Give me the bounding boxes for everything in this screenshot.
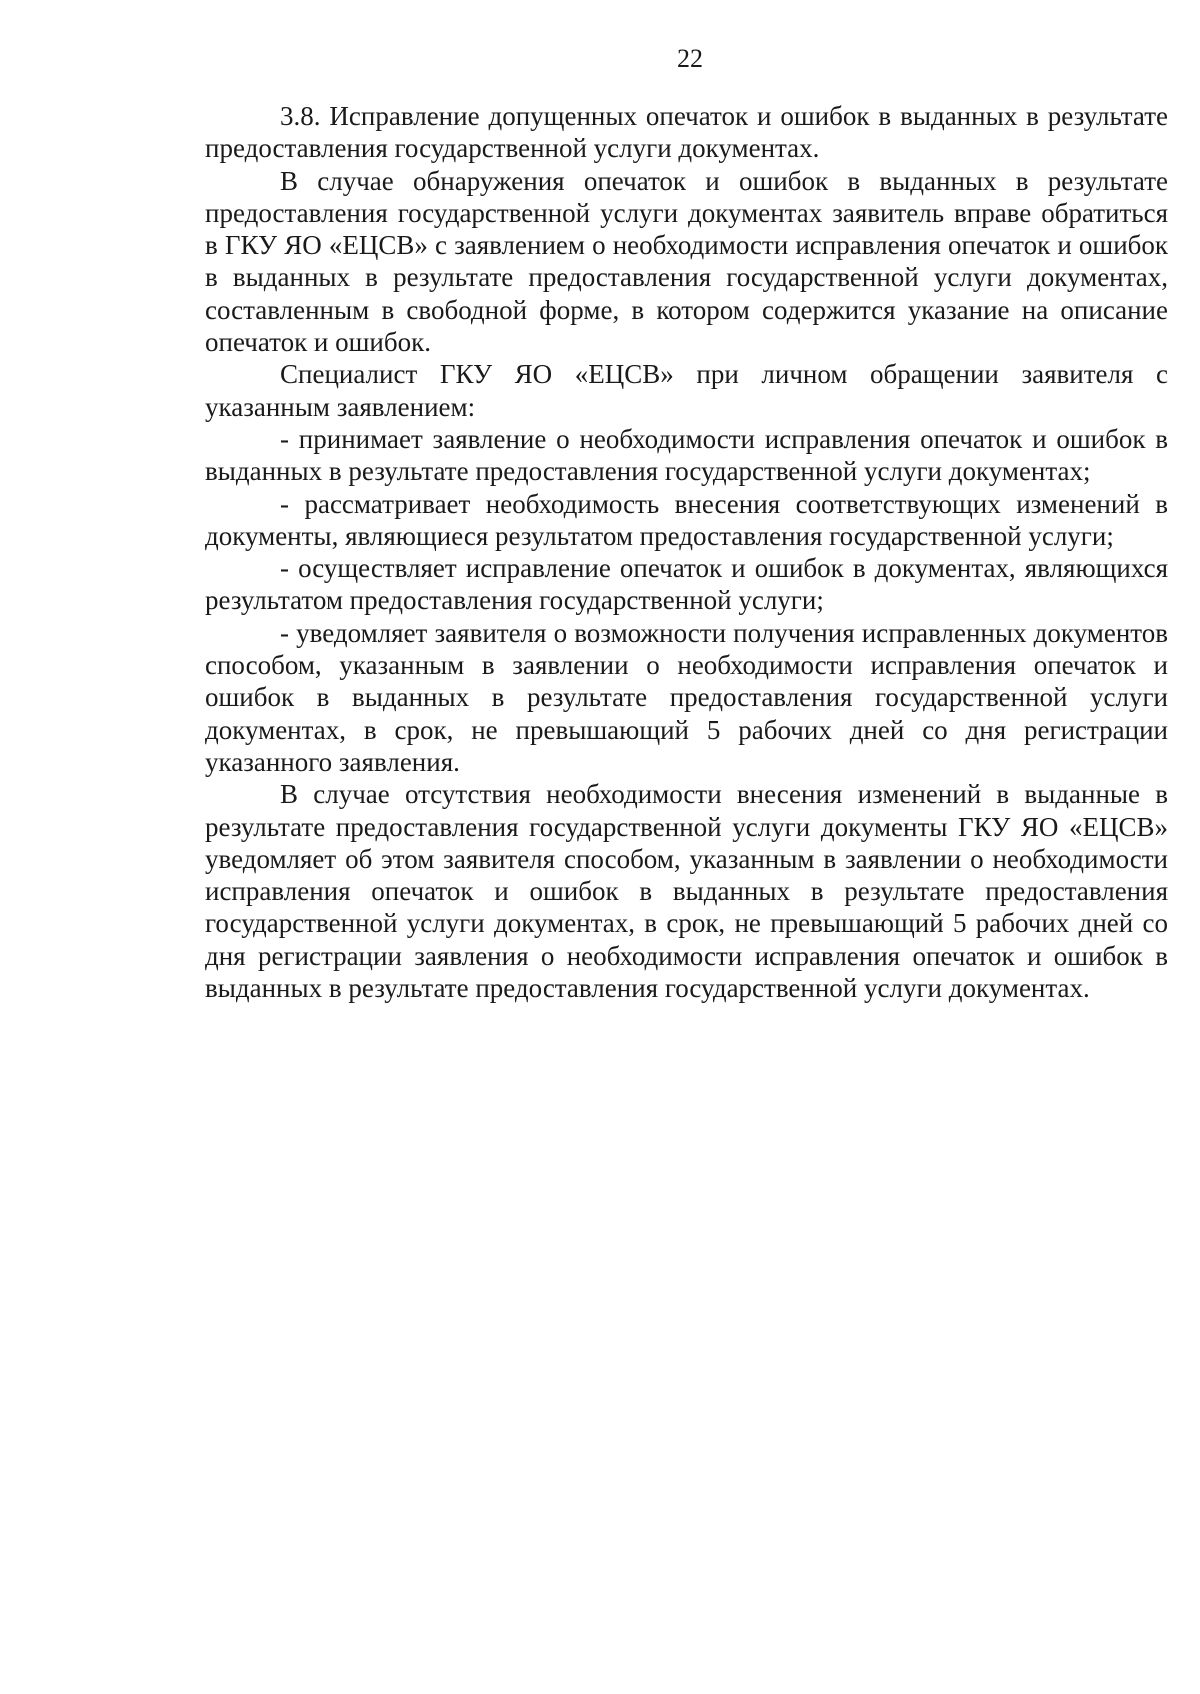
paragraph-specialist-actions: Специалист ГКУ ЯО «ЕЦСВ» при личном обращении заявителя с указанным заявлением: — [205, 359, 1168, 422]
list-item-notifies-applicant: - уведомляет заявителя о возможности получения исправленных документов способом, указанным в заявлении о необходимости исправления опечаток и ошибок в выданных в результате предоставления государственной услуги документах, в срок, не превышающий 5 рабочих дней со дня регистрации указанного заявления. — [205, 617, 1168, 777]
paragraph-error-detection: В случае обнаружения опечаток и ошибок в выданных в результате предоставления государственной услуги документах заявитель вправе обратиться в ГКУ ЯО «ЕЦСВ» с заявлением о необходимости исправления опечаток и ошибок в выданных в результате предоставления государственной услуги документах, составленным в свободной форме, в котором содержится указание на описание опечаток и ошибок. — [205, 165, 1168, 358]
list-item-accepts-application: - принимает заявление о необходимости исправления опечаток и ошибок в выданных в результате предоставления государственной услуги документах; — [205, 423, 1168, 487]
paragraph-no-changes-needed: В случае отсутствия необходимости внесения изменений в выданные в результате предоставления государственной услуги документы ГКУ ЯО «ЕЦСВ» уведомляет об этом заявителя способом, указанным в заявлении о необходимости исправления опечаток и ошибок в выданных в результате предоставления государственной услуги документах, в срок, не превышающий 5 рабочих дней со дня регистрации заявления о необходимости исправления опечаток и ошибок в выданных в результате предоставления государственной услуги документах. — [205, 779, 1168, 1004]
page-number: 22 — [677, 44, 703, 73]
list-item-considers-changes: - рассматривает необходимость внесения соответствующих изменений в документы, являющиеся результатом предоставления государственной услуги; — [205, 488, 1168, 551]
list-item-corrects-errors: - осуществляет исправление опечаток и ошибок в документах, являющихся результатом предоставления государственной услуги; — [205, 553, 1168, 616]
paragraph-section-3-8-heading: 3.8. Исправление допущенных опечаток и ошибок в выданных в результате предоставления государственной услуги документах. — [205, 101, 1168, 164]
document-body — [205, 100, 1168, 1004]
